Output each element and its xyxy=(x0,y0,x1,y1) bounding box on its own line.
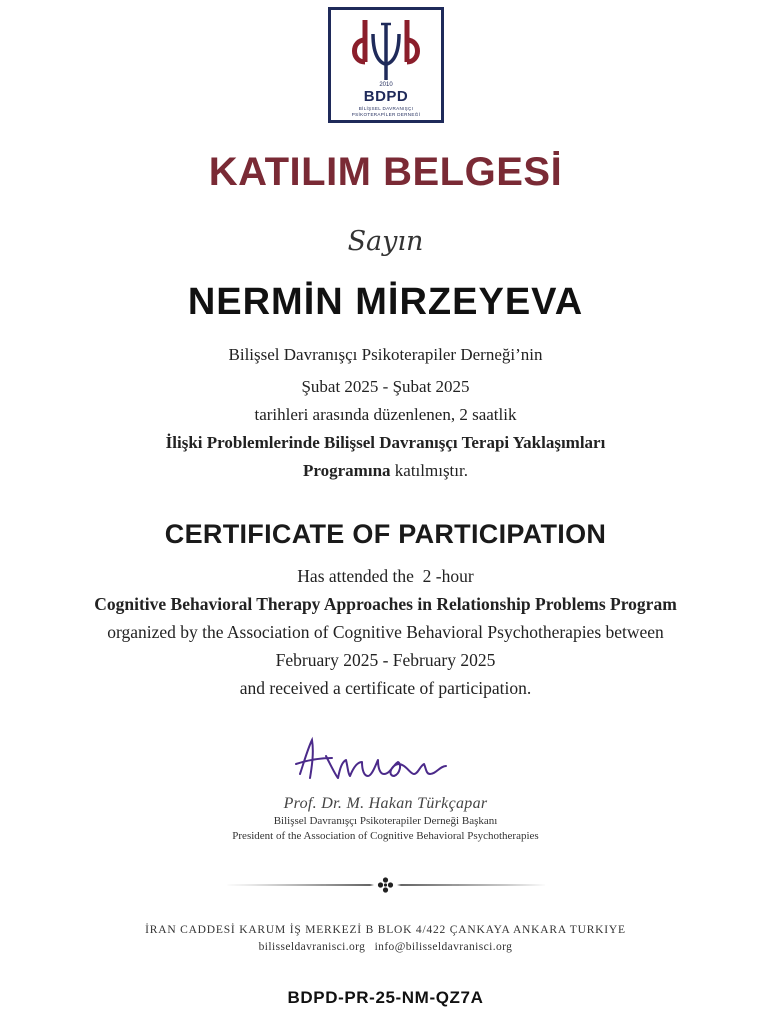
signatory-name: Prof. Dr. M. Hakan Türkçapar xyxy=(283,795,488,812)
english-date-range: February 2025 - February 2025 xyxy=(275,650,496,670)
ornamental-divider xyxy=(224,874,547,896)
signatory-role-en: President of the Association of Cognitive Behavioral Psychotherapies xyxy=(232,830,539,842)
signature xyxy=(282,734,482,790)
turkish-line-5 xyxy=(0,461,771,481)
english-heading: CERTIFICATE OF PARTICIPATION xyxy=(164,519,607,549)
footer-contact xyxy=(0,941,771,953)
signatory-role-tr: Bilişsel Davranışçı Psikoterapiler Derneği Başkanı xyxy=(273,815,498,827)
english-program-name: Cognitive Behavioral Therapy Approaches in Relationship Problems Program xyxy=(94,594,677,614)
english-line-5: and received a certificate of participation. xyxy=(239,678,532,698)
association-logo xyxy=(328,7,444,123)
footer-address: İRAN CADDESİ KARUM İŞ MERKEZİ B BLOK 4/422 ÇANKAYA ANKARA TURKIYE xyxy=(145,924,626,936)
turkish-line-5-suffix: katılmıştır. xyxy=(390,461,468,480)
english-line-3: organized by the Association of Cognitive Behavioral Psychotherapies between xyxy=(107,622,664,642)
footer-website-link[interactable]: bilisseldavranisci.org xyxy=(258,941,366,953)
english-line-1: Has attended the 2 -hour xyxy=(297,566,474,586)
logo-subtitle-line2: PSİKOTERAPİLER DERNEĞİ xyxy=(351,112,421,117)
logo-subtitle-line1: BİLİŞSEL DAVRANIŞÇI xyxy=(358,106,414,111)
ornament-icon xyxy=(378,877,393,892)
certificate-title: KATILIM BELGESİ xyxy=(208,150,563,194)
logo-year: 2010 xyxy=(379,82,393,88)
participant-name: NERMİN MİRZEYEVA xyxy=(187,281,584,323)
footer-email-link[interactable]: info@bilisseldavranisci.org xyxy=(374,941,513,953)
salutation: Sayın xyxy=(347,226,424,257)
turkish-line-3: tarihleri arasında düzenlenen, 2 saatlik xyxy=(254,405,517,424)
logo-abbreviation: BDPD xyxy=(363,88,409,105)
turkish-program-word: Programına xyxy=(303,461,391,480)
turkish-date-range: Şubat 2025 - Şubat 2025 xyxy=(301,377,470,396)
turkish-line-1: Bilişsel Davranışçı Psikoterapiler Derneği’nin xyxy=(228,345,543,364)
turkish-program-name: İlişki Problemlerinde Bilişsel Davranışçı Terapi Yaklaşımları xyxy=(165,433,606,452)
certificate-code: BDPD-PR-25-NM-QZ7A xyxy=(287,988,484,1007)
